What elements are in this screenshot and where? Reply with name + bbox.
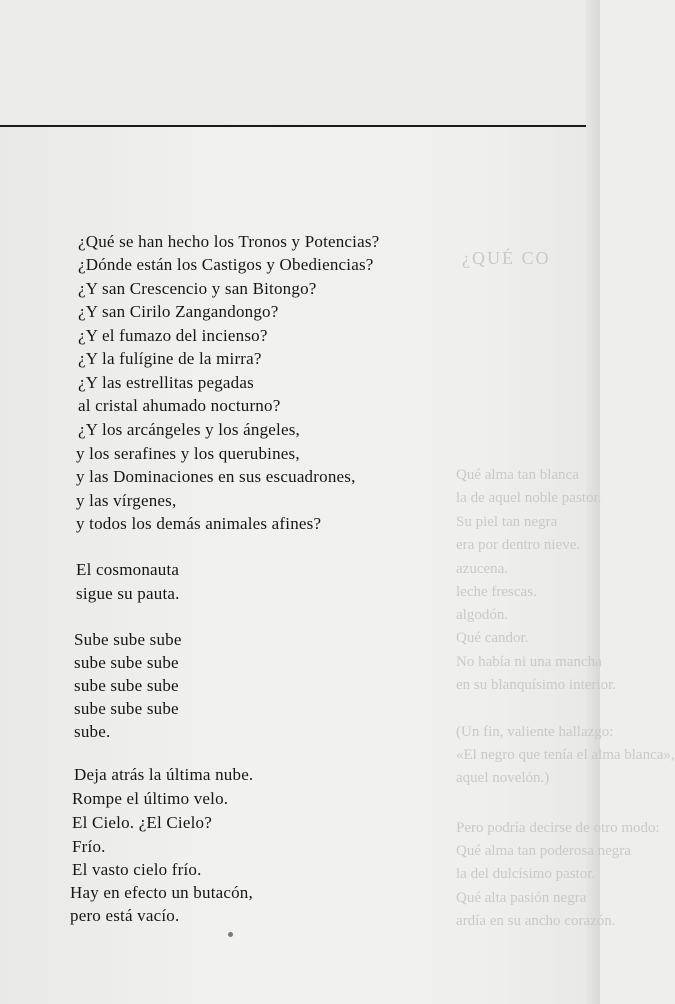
ghost-line: Su piel tan negra — [456, 514, 558, 530]
ghost-line: en su blanquísimo interior. — [456, 677, 616, 693]
ghost-line: ¿QUÉ CO — [462, 248, 551, 268]
poem-line: sube sube sube — [74, 653, 179, 672]
poem-line: El Cielo. ¿El Cielo? — [72, 813, 212, 832]
poem-line: sigue su pauta. — [76, 584, 180, 603]
poem-line: sube sube sube — [74, 676, 179, 695]
ghost-line: era por dentro nieve. — [456, 537, 581, 553]
poem-line: ¿Y las estrellitas pegadas — [78, 373, 254, 392]
poem-line: al cristal ahumado nocturno? — [78, 396, 281, 415]
ghost-line: Qué alta pasión negra — [456, 890, 587, 906]
ghost-line: Qué alma tan blanca — [456, 467, 579, 483]
ink-speck — [228, 932, 233, 937]
poem-line: ¿Y san Cirilo Zangandongo? — [78, 302, 279, 321]
poem-line: y las vírgenes, — [76, 491, 177, 510]
poem-line: Sube sube sube — [74, 630, 182, 649]
ghost-line: algodón. — [456, 607, 509, 623]
ghost-line: Qué alma tan poderosa negra — [456, 843, 631, 859]
poem-line: ¿Y el fumazo del incienso? — [78, 326, 268, 345]
ghost-line: Qué candor. — [456, 630, 529, 646]
ghost-line: Pero podría decirse de otro modo: — [456, 820, 660, 836]
poem-line: El cosmonauta — [76, 560, 180, 579]
poem-line: Hay en efecto un butacón, — [70, 883, 253, 902]
poem-line: y las Dominaciones en sus escuadrones, — [76, 467, 356, 486]
ghost-line: «El negro que tenía el alma blanca», — [456, 747, 675, 763]
poem-line: sube sube sube — [74, 699, 179, 718]
poem-line: pero está vacío. — [70, 906, 180, 925]
ghost-line: ardía en su ancho corazón. — [456, 913, 616, 929]
poem-line: Frío. — [72, 837, 106, 856]
poem-line: ¿Qué se han hecho los Tronos y Potencias? — [78, 232, 380, 251]
ghost-line: azucena. — [456, 561, 509, 577]
ghost-line: la del dulcísimo pastor. — [456, 866, 596, 882]
poem-line: sube. — [74, 722, 111, 741]
poem-line: y los serafines y los querubines, — [76, 444, 300, 463]
poem-line: ¿Y los arcángeles y los ángeles, — [78, 420, 300, 439]
ghost-line: aquel novelón.) — [456, 770, 550, 786]
poem-line: ¿Dónde están los Castigos y Obediencias? — [78, 255, 374, 274]
poem-line: ¿Y san Crescencio y san Bitongo? — [78, 279, 317, 298]
poem-line: ¿Y la fulígine de la mirra? — [78, 349, 262, 368]
poem-line: Deja atrás la última nube. — [74, 765, 254, 784]
poem-line: y todos los demás animales afines? — [76, 514, 322, 533]
ghost-line: leche frescas. — [456, 584, 537, 600]
poem-line: Rompe el último velo. — [72, 789, 229, 808]
poem-line: El vasto cielo frío. — [72, 860, 202, 879]
ghost-line: (Un fin, valiente hallazgo: — [456, 724, 614, 740]
ghost-line: la de aquel noble pastor. — [456, 490, 602, 506]
ghost-line: No había ni una mancha — [456, 654, 602, 670]
